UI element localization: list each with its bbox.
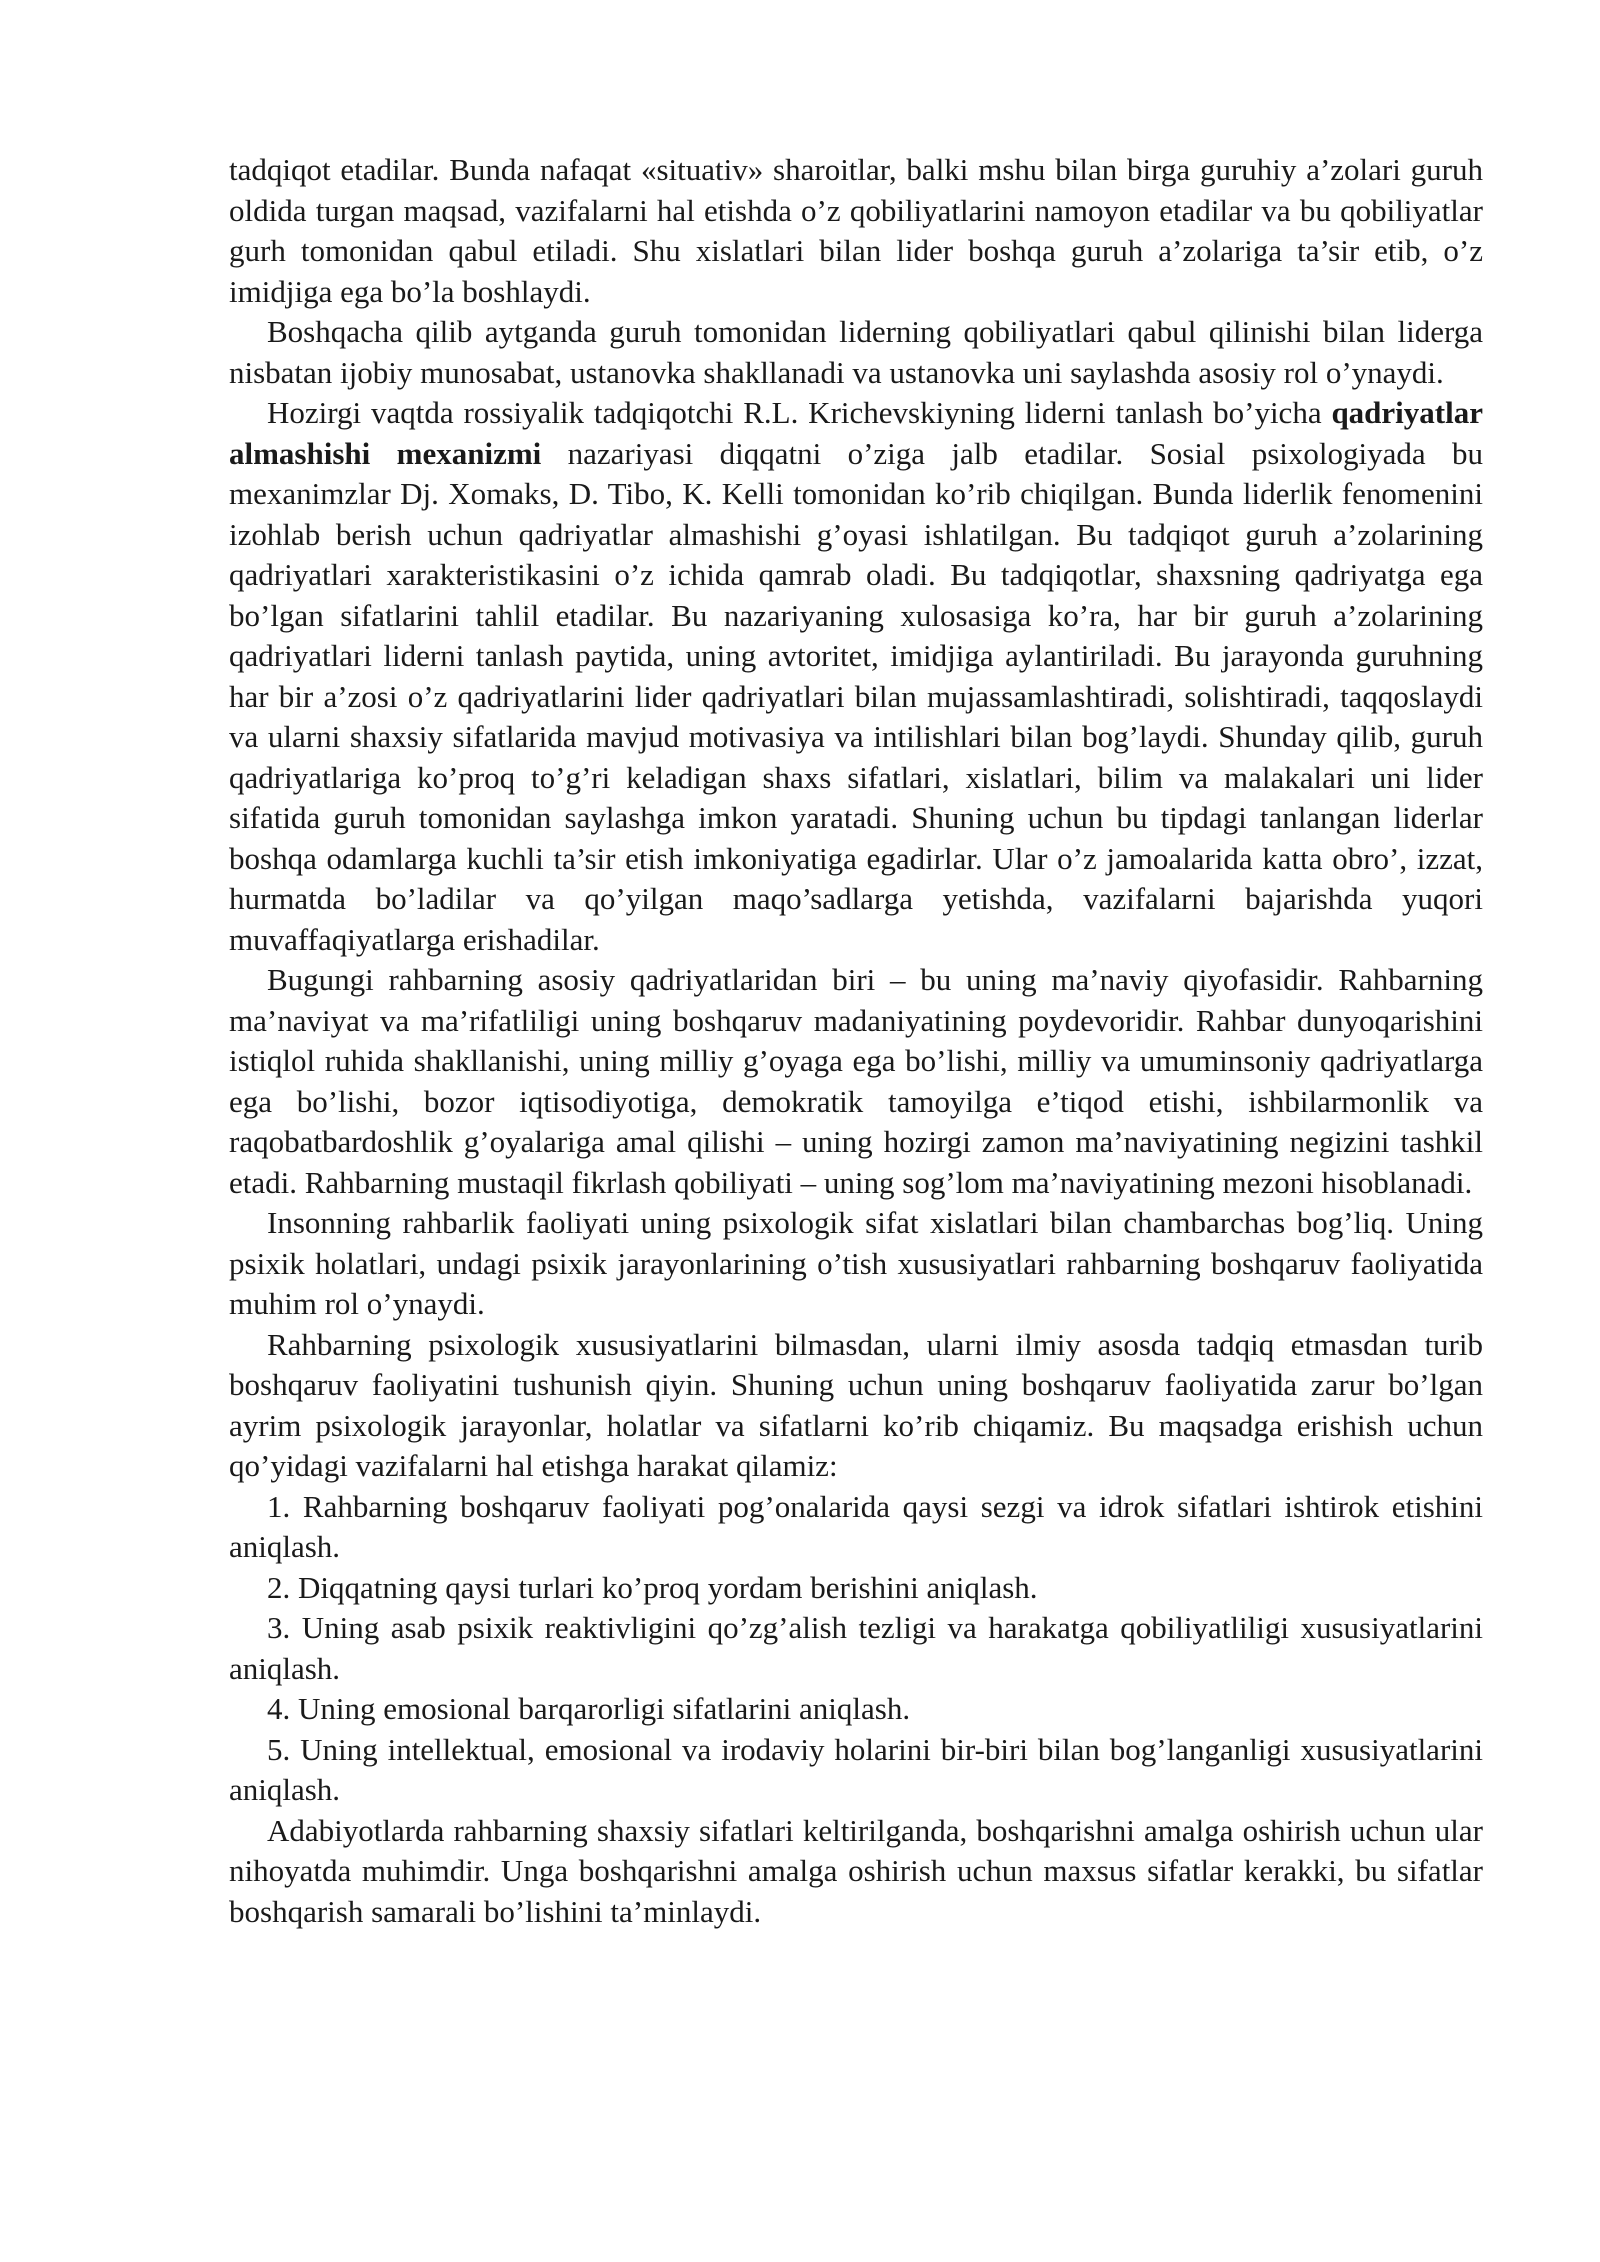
paragraph-text: nazariyasi diqqatni o’ziga jalb etadilar. Sosial psixologiyada bu mexanimzlar Dj. Xomaks, D. Tibo, K. Kelli tomonidan ko’rib chiqilgan. Bunda liderlik fenomenini izohlab berish uchun qadriyatlar almashishi g’oyasi ishlatilgan. Bu tadqiqot guruh a’zolarining qadriyatlari xarakteristikasini o’z ichida qamrab oladi. Bu tadqiqotlar, shaxsning qadriyatga ega bo’lgan sifatlarini tahlil etadilar. Bu nazariyaning xulosasiga ko’ra, har bir guruh a’zolarining qadriyatlari liderni tanlash paytida, uning avtoritet, imidjiga aylantiriladi. Bu jarayonda guruhning har bir a’zosi o’z qadriyatlarini lider qadriyatlari bilan mujassamlashtiradi, solishtiradi, taqqoslaydi va ularni shaxsiy sifatlarida mavjud motivasiya va intilishlari bilan bog’laydi. Shunday qilib, guruh qadriyatlariga ko’proq to’g’ri keladigan shaxs sifatlari, xislatlari, bilim va malakalari uni lider sifatida guruh tomonidan saylashga imkon yaratadi. Shuning uchun bu tipdagi tanlangan liderlar boshqa odamlarga kuchli ta’sir etish imkoniyatiga egadirlar. Ular o’z jamoalarida katta obro’, izzat, hurmatda bo’ladilar va qo’yilgan maqo’sadlarga yetishda, vazifalarni bajarishda yuqori muvaffaqiyatlarga erishadilar. xyxy=(229,435,1483,957)
paragraph-text: Hozirgi vaqtda rossiyalik tadqiqotchi R.L. Krichevskiyning liderni tanlash bo’yicha xyxy=(267,395,1332,430)
list-item: 1. Rahbarning boshqaruv faoliyati pog’onalarida qaysi sezgi va idrok sifatlari ishtirok etishini aniqlash. xyxy=(229,1488,1483,1564)
paragraph: Insonning rahbarlik faoliyati uning psixologik sifat xislatlari bilan chambarchas bog’liq. Uning psixik holatlari, undagi psixik jarayonlarining o’tish xususiyatlari rahbarning boshqaruv faoliyatida muhim rol o’ynaydi. xyxy=(229,1205,1483,1321)
list-item: 4. Uning emosional barqarorligi sifatlarini aniqlash. xyxy=(267,1691,911,1726)
paragraph xyxy=(229,393,1483,960)
list-item: 5. Uning intellektual, emosional va irodaviy holarini bir-biri bilan bog’langanligi xususiyatlarini aniqlash. xyxy=(229,1731,1483,1807)
list-item: 2. Diqqatning qaysi turlari ko’proq yordam berishini aniqlash. xyxy=(267,1569,1038,1605)
paragraph: Bugungi rahbarning asosiy qadriyatlaridan biri – bu uning ma’naviy qiyofasidir. Rahbarning ma’naviyat va ma’rifatliligi uning boshqaruv madaniyatining poydevoridir. Rahbar dunyoqarishini istiqlol ruhida shakllanishi, uning milliy g’oyaga ega bo’lishi, milliy va umuminsoniy qadriyatlarga ega bo’lishi, bozor iqtisodiyotiga, demokratik tamoyilga e’tiqod etishi, ishbilarmonlik va raqobatbardoshlik g’oyalariga amal qilishi – uning hozirgi zamon ma’naviyatining negizini tashkil etadi. Rahbarning mustaqil fikrlash qobiliyati – uning sog’lom ma’naviyatining mezoni hisoblanadi. xyxy=(229,962,1483,1200)
document-page xyxy=(229,150,1483,1932)
list-item: 3. Uning asab psixik reaktivligini qo’zg’alish tezligi va harakatga qobiliyatliligi xususiyatlarini aniqlash. xyxy=(229,1610,1483,1686)
paragraph: Rahbarning psixologik xususiyatlarini bilmasdan, ularni ilmiy asosda tadqiq etmasdan turib boshqaruv faoliyatini tushunish qiyin. Shuning uchun uning boshqaruv faoliyatida zarur bo’lgan ayrim psixologik jarayonlar, holatlar va sifatlarni ko’rib chiqamiz. Bu maqsadga erishish uchun qo’yidagi vazifalarni hal etishga harakat qilamiz: xyxy=(229,1326,1483,1483)
paragraph: tadqiqot etadilar. Bunda nafaqat «situativ» sharoitlar, balki mshu bilan birga guruhiy a’zolari guruh oldida turgan maqsad, vazifalarni hal etishda o’z qobiliyatlarini namoyon etadilar va bu qobiliyatlar gurh tomonidan qabul etiladi. Shu xislatlari bilan lider boshqa guruh a’zolariga ta’sir etib, o’z imidjiga ega bo’la boshlaydi. xyxy=(229,152,1483,309)
paragraph: Boshqacha qilib aytganda guruh tomonidan liderning qobiliyatlari qabul qilinishi bilan liderga nisbatan ijobiy munosabat, ustanovka shakllanadi va ustanovka uni saylashda asosiy rol o’ynaydi. xyxy=(229,314,1483,390)
bold-term: qadriyatlar almashishi mexanizmi xyxy=(229,395,1483,471)
paragraph: Adabiyotlarda rahbarning shaxsiy sifatlari keltirilganda, boshqarishni amalga oshirish uchun ular nihoyatda muhimdir. Unga boshqarishni amalga oshirish uchun maxsus sifatlar kerakki, bu sifatlar boshqarish samarali bo’lishini ta’minlaydi. xyxy=(229,1812,1483,1929)
